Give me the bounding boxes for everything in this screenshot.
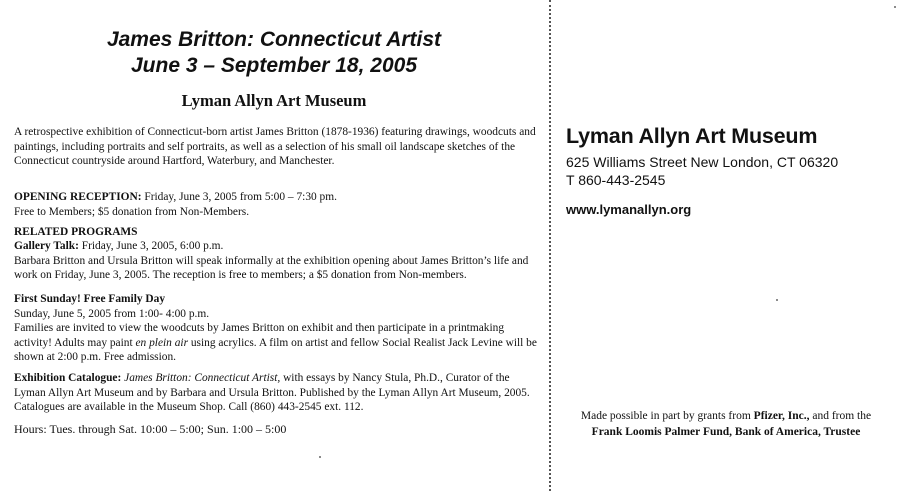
sponsor-fund: Frank Loomis Palmer Fund, Bank of America, Trustee — [591, 426, 861, 438]
gallery-talk-label: Gallery Talk: — [14, 240, 79, 252]
perforation-divider — [549, 0, 551, 491]
sponsor-name: Pfizer, Inc., — [753, 410, 810, 422]
catalogue-label: Exhibition Catalogue: — [14, 372, 122, 384]
gallery-talk — [14, 239, 544, 283]
opening-label: OPENING RECEPTION: — [14, 191, 142, 203]
related-programs-heading: RELATED PROGRAMS — [14, 226, 138, 238]
opening-pricing: Free to Members; $5 donation from Non-Members. — [14, 205, 250, 218]
scan-speck — [319, 456, 321, 458]
museum-heading: Lyman Allyn Art Museum — [181, 91, 367, 110]
family-day-emphasis: en plein air — [135, 336, 188, 349]
family-day-label: First Sunday! Free Family Day — [14, 293, 166, 305]
family-day — [14, 292, 544, 365]
scan-speck — [776, 299, 778, 301]
sponsor-credit: Made possible in part by grants from Pfizer, Inc., and from the Frank Loomis Palmer Fund, Bank of America, Trustee — [580, 410, 872, 438]
museum-website: www.lymanallyn.org — [566, 202, 692, 217]
opening-reception — [14, 190, 544, 219]
scan-speck — [894, 6, 896, 8]
museum-name: Lyman Allyn Art Museum — [566, 124, 818, 148]
gallery-talk-datetime: Friday, June 3, 2005, 6:00 p.m. — [81, 240, 224, 252]
exhibition-catalogue — [14, 371, 544, 415]
family-day-body-a: Families are invited to view the woodcuts by James Britton on exhibit and then participate in a printmaking activity! Adults may paint — [14, 322, 505, 349]
museum-phone: T 860-443-2545 — [566, 172, 666, 188]
family-day-datetime: Sunday, June 5, 2005 from 1:00- 4:00 p.m. — [14, 307, 210, 320]
exhibition-dates: June 3 – September 18, 2005 — [131, 54, 417, 77]
family-day-body-b: using acrylics. A film on artist and fellow Social Realist Jack Levine will be shown at 2:00 p.m. Free admission. — [14, 336, 537, 363]
exhibition-title: James Britton: Connecticut Artist — [106, 28, 442, 51]
catalogue-body: with essays by Nancy Stula, Ph.D., Curator of the Lyman Allyn Art Museum and by Barbara and Ursula Britton. Published by the Lyman Allyn Art Museum, 2005. Catalogues are available in the Museum Shop. Call (860) 443-2545 ext. 112. — [14, 372, 530, 413]
gallery-talk-body: Barbara Britton and Ursula Britton will speak informally at the exhibition opening about James Britton’s life and work on Friday, June 3, 2005. The reception is free to members; a $5 donation from Non-members. — [14, 254, 529, 281]
opening-datetime: Friday, June 3, 2005 from 5:00 – 7:30 pm. — [144, 191, 337, 203]
catalogue-title: James Britton: Connecticut Artist, — [124, 372, 281, 384]
museum-hours: Hours: Tues. through Sat. 10:00 – 5:00; Sun. 1:00 – 5:00 — [14, 422, 287, 436]
exhibition-description: A retrospective exhibition of Connecticut-born artist James Britton (1878-1936) featuring drawings, woodcuts and paintings, including portraits and self portraits, as well as a selection of his small oil landscape sketches of the Connecticut countryside around Hartford, Waterbury, and Manchester. — [14, 126, 536, 167]
museum-address: 625 Williams Street New London, CT 06320 — [566, 154, 839, 170]
